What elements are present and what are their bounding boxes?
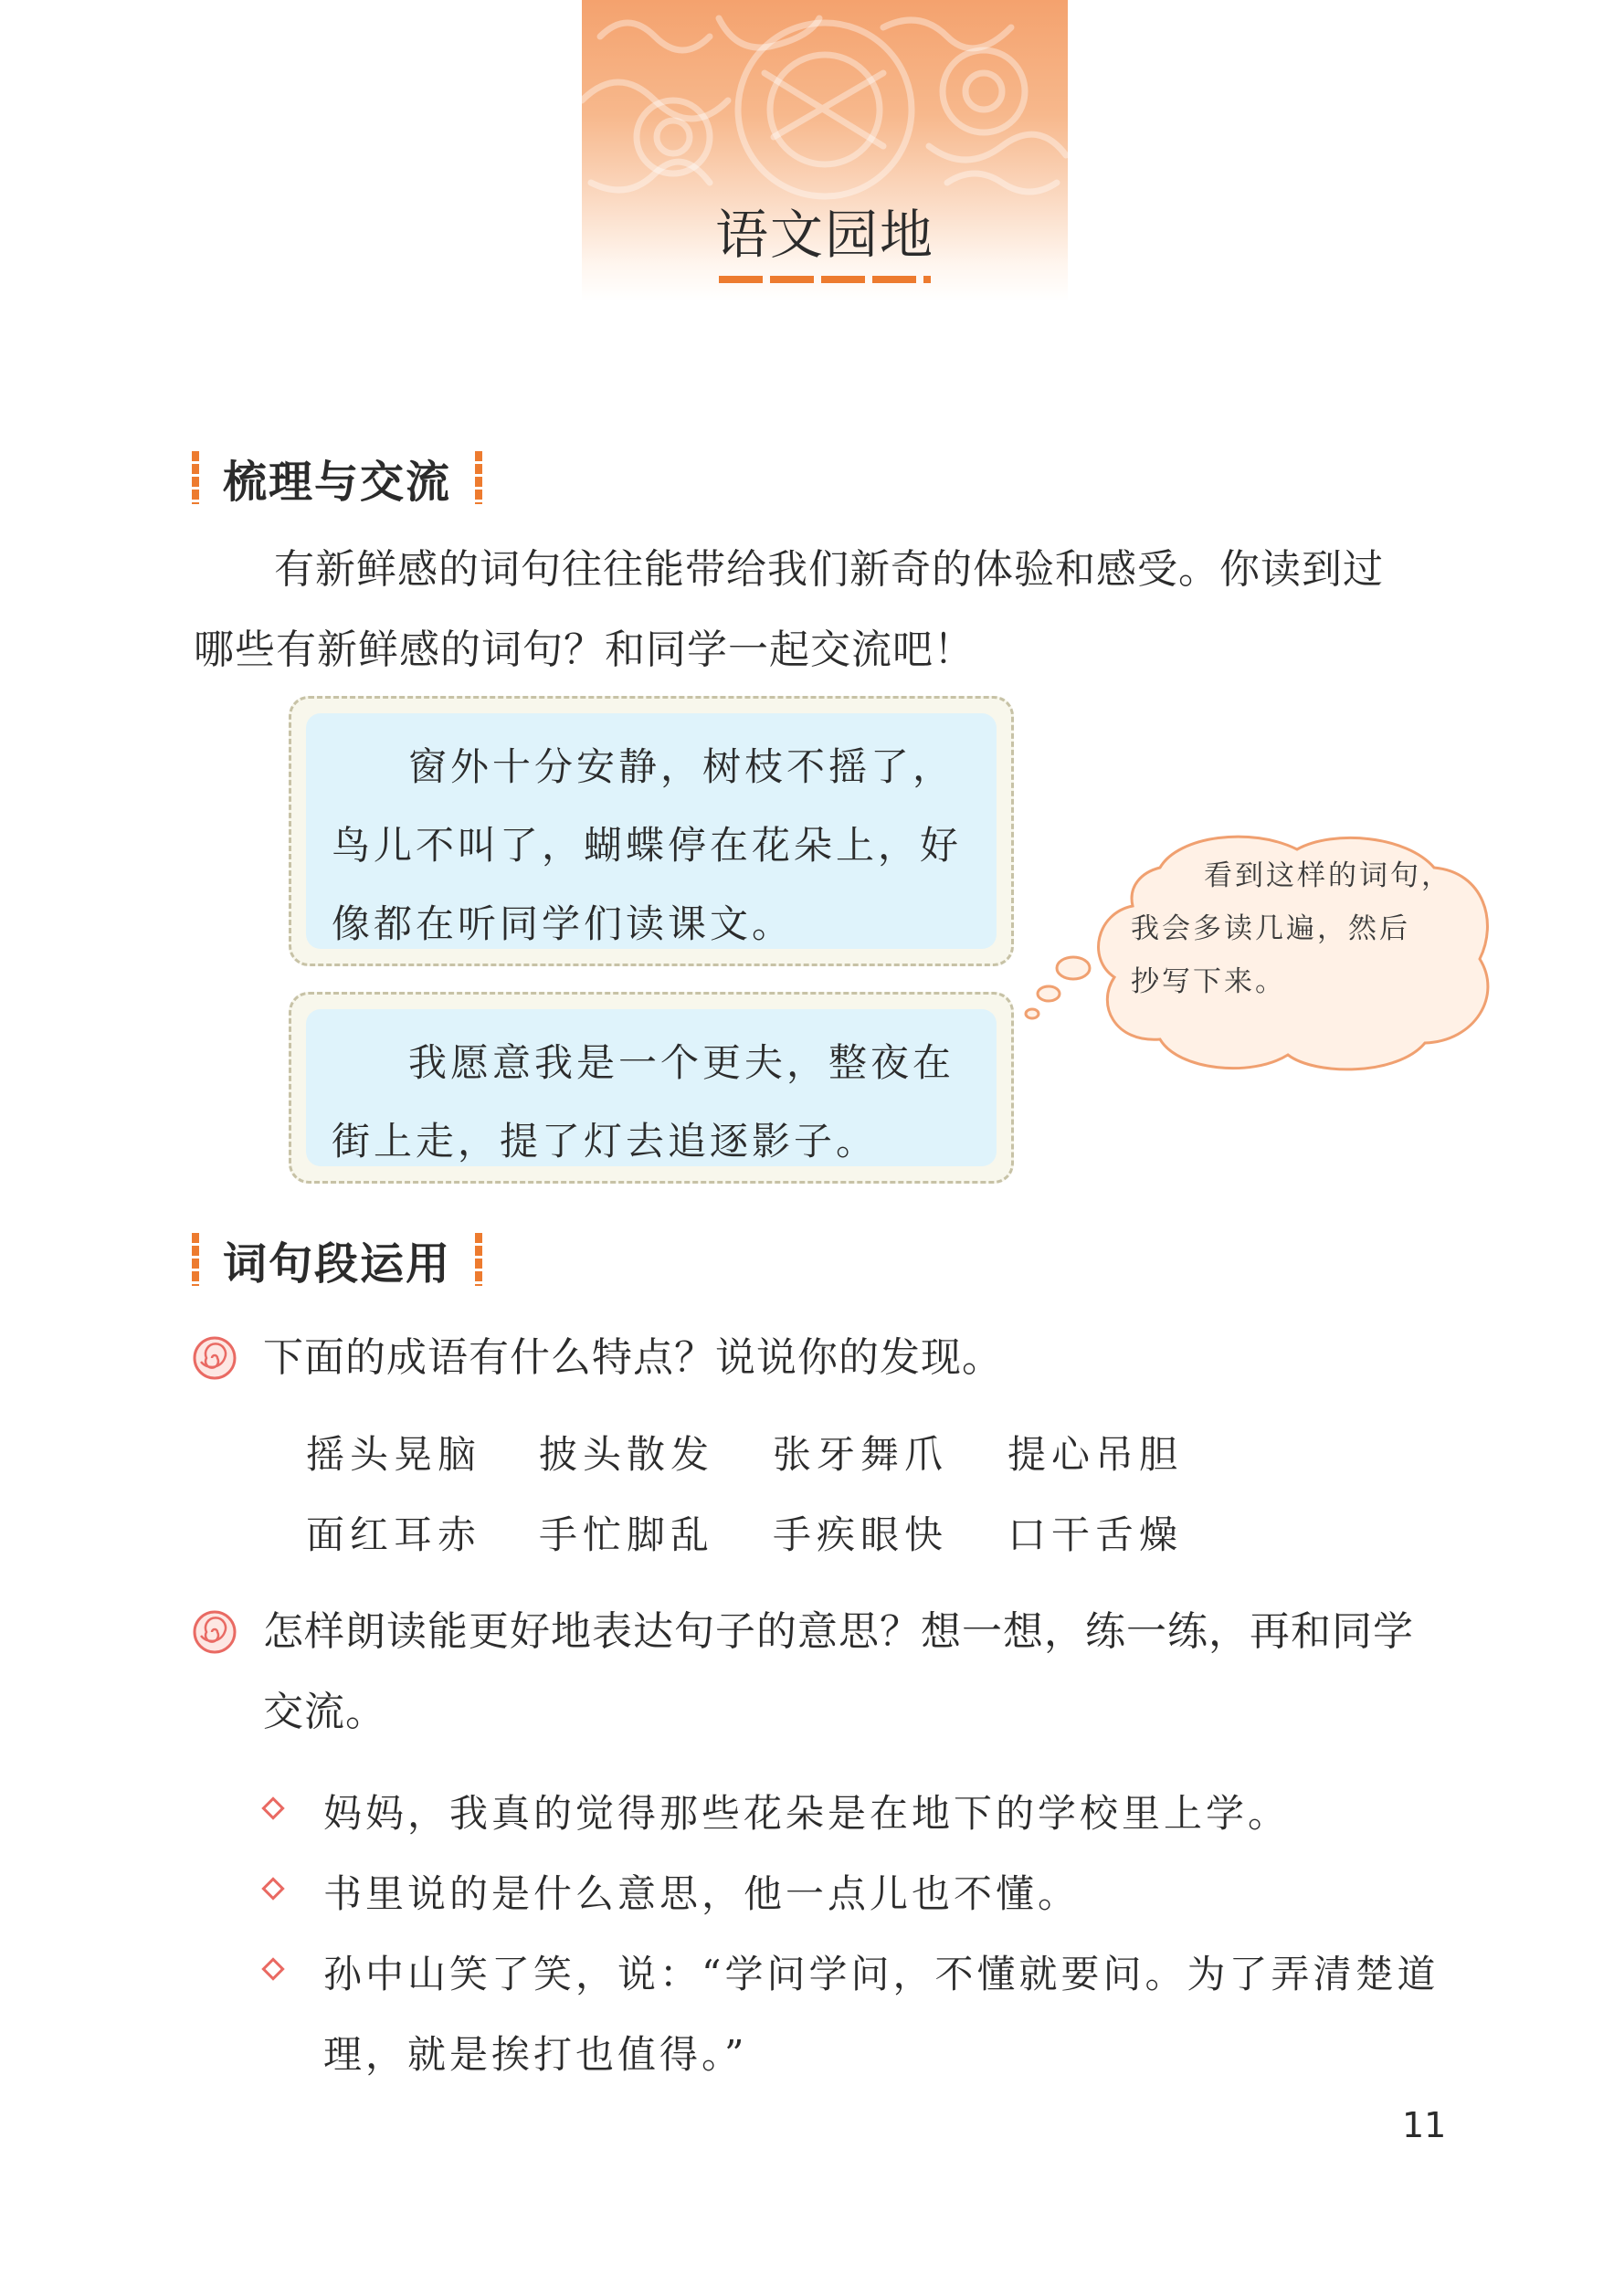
example-box-1-content <box>306 713 997 949</box>
example-2-line-1: 我愿意我是一个更夫，整夜在 <box>408 1040 955 1085</box>
idiom-1: 摇头晃脑 <box>306 1432 482 1477</box>
sentence-line: 孙中山笑了笑，说：“学问学问，不懂就要问。为了弄清楚道 <box>323 1952 1440 1996</box>
section-heading-label: 梳理与交流 <box>223 456 452 508</box>
diamond-bullet-icon <box>261 1796 284 1819</box>
intro-line-2: 哪些有新鲜感的词句？和同学一起交流吧！ <box>194 627 975 673</box>
sentence-line: 书里说的是什么意思，他一点儿也不懂。 <box>323 1871 1081 1916</box>
example-2-line-2: 街上走，提了灯去追逐影子。 <box>332 1119 879 1164</box>
example-1-line-1: 窗外十分安静，树枝不摇了， <box>408 744 955 789</box>
heading-bar-right <box>475 451 482 504</box>
example-1-line-2: 鸟儿不叫了，蝴蝶停在花朵上，好 <box>332 823 963 868</box>
idiom-7: 手疾眼快 <box>773 1512 949 1557</box>
heading-bar-left <box>192 451 199 504</box>
heading-bar-left <box>192 1233 199 1286</box>
sentence-text <box>323 1774 1465 1854</box>
exercise-spiral-icon <box>192 1335 237 1381</box>
example-box-1 <box>289 696 1014 966</box>
example-1-line-3: 像都在听同学们读课文。 <box>332 901 795 946</box>
exercise-2-prompt-line-1: 怎样朗读能更好地表达句子的意思？想一想，练一练，再和同学 <box>263 1608 1414 1655</box>
exercise-spiral-icon <box>192 1609 237 1655</box>
diamond-bullet-icon <box>261 1877 284 1900</box>
idiom-3: 张牙舞爪 <box>773 1432 949 1477</box>
idiom-6: 手忙脚乱 <box>539 1512 715 1557</box>
bubble-line-2: 我会多读几遍，然后 <box>1131 912 1410 945</box>
heading-bar-right <box>475 1233 482 1286</box>
page-title: 语文园地 <box>714 204 934 266</box>
sentence-text <box>323 1854 1465 1934</box>
intro-line-1: 有新鲜感的词句往往能带给我们新奇的体验和感受。你读到过 <box>274 546 1384 593</box>
sentence-text <box>323 1934 1465 2095</box>
bubble-line-1: 看到这样的词句， <box>1204 859 1452 892</box>
example-box-2 <box>289 992 1014 1184</box>
exercise-1-prompt: 下面的成语有什么特点？说说你的发现。 <box>263 1334 1003 1381</box>
sentence-line: 理，就是挨打也值得。” <box>323 2032 748 2077</box>
title-underline <box>719 276 931 283</box>
idiom-4: 提心吊胆 <box>1007 1432 1184 1477</box>
diamond-bullet-icon <box>261 1957 284 1980</box>
idiom-2: 披头散发 <box>539 1432 715 1477</box>
sentence-line: 妈妈，我真的觉得那些花朵是在地下的学校里上学。 <box>323 1791 1291 1836</box>
bubble-line-3: 抄写下来。 <box>1131 965 1286 998</box>
idiom-5: 面红耳赤 <box>306 1512 482 1557</box>
section-heading-usage <box>192 1227 482 1291</box>
header-banner <box>582 0 1068 301</box>
exercise-2-prompt-line-2: 交流。 <box>263 1689 386 1735</box>
thought-bubble-text <box>1131 849 1469 1008</box>
section-heading-label: 词句段运用 <box>223 1238 452 1290</box>
page-number: 11 <box>1402 2105 1447 2145</box>
idiom-8: 口干舌燥 <box>1007 1512 1184 1557</box>
section-heading-sorting <box>192 446 482 510</box>
example-box-2-content <box>306 1009 997 1166</box>
